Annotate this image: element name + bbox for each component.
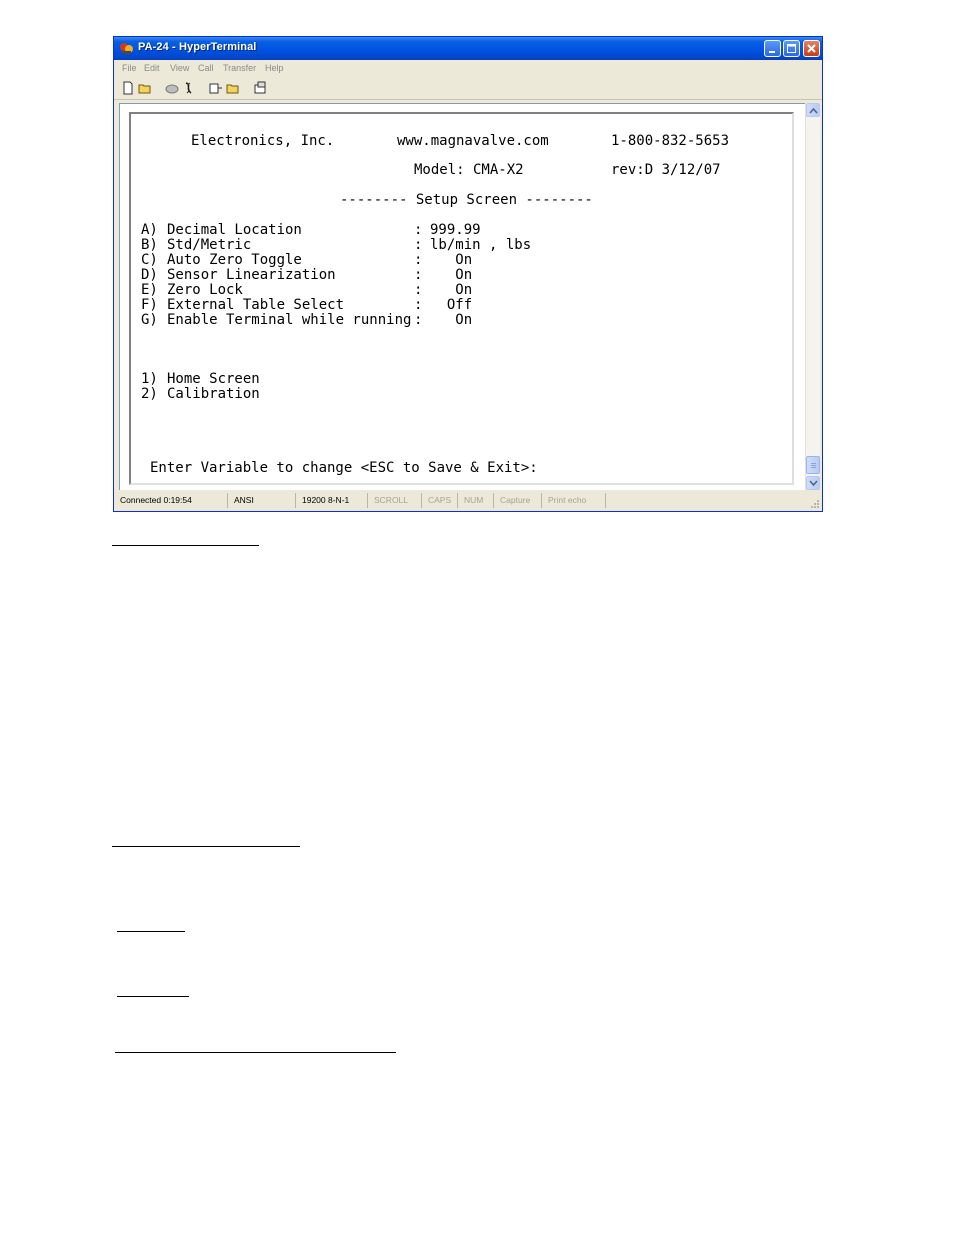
status-print-echo: Print echo <box>544 493 606 508</box>
maximize-icon <box>784 41 799 56</box>
nav-item-home-screen: Home Screen <box>167 371 260 387</box>
heading-underline <box>115 1052 396 1053</box>
status-caps: CAPS <box>424 493 458 508</box>
setting-separator: : <box>414 252 423 268</box>
heading-underline <box>117 996 189 997</box>
setting-label: Std/Metric <box>167 237 252 253</box>
setting-label: Zero Lock <box>167 282 243 298</box>
window-title: PA-24 - HyperTerminal <box>138 41 257 53</box>
minimize-icon <box>765 41 780 56</box>
chevron-down-icon <box>809 480 818 487</box>
status-scroll: SCROLL <box>370 493 422 508</box>
status-num: NUM <box>460 493 494 508</box>
setting-value: On <box>430 267 473 283</box>
menu-bar <box>114 60 822 77</box>
setting-value: On <box>430 312 473 328</box>
scroll-up-button[interactable] <box>806 103 820 117</box>
close-button[interactable] <box>803 40 820 57</box>
setting-value: 999.99 <box>430 222 481 238</box>
nav-key: 1) <box>141 371 158 387</box>
setting-label: Auto Zero Toggle <box>167 252 302 268</box>
scroll-down-button[interactable] <box>806 476 820 490</box>
setting-label: Decimal Location <box>167 222 302 238</box>
menu-view[interactable]: View <box>170 63 190 73</box>
menu-transfer[interactable]: Transfer <box>223 63 257 73</box>
setting-value: On <box>430 282 473 298</box>
heading-underline <box>112 846 300 847</box>
new-document-icon[interactable] <box>121 81 135 95</box>
setting-key: A) <box>141 222 158 238</box>
title-bar[interactable] <box>114 37 822 60</box>
setting-value: lb/min , lbs <box>430 237 532 253</box>
revision-text: rev:D 3/12/07 <box>611 162 721 178</box>
setting-separator: : <box>414 297 423 313</box>
setting-label: Sensor Linearization <box>167 267 336 283</box>
status-bar <box>114 491 822 511</box>
setting-key: C) <box>141 252 158 268</box>
setting-key: B) <box>141 237 158 253</box>
status-emulation: ANSI <box>230 493 296 508</box>
toolbar <box>114 77 822 100</box>
setting-separator: : <box>414 267 423 283</box>
phone-icon[interactable] <box>165 81 179 95</box>
chevron-up-icon <box>809 107 818 114</box>
open-folder-icon[interactable] <box>138 81 152 95</box>
menu-file[interactable]: File <box>122 63 137 73</box>
close-icon <box>804 41 819 56</box>
hyperterminal-window <box>113 36 823 512</box>
setting-separator: : <box>414 222 423 238</box>
setting-label: External Table Select <box>167 297 345 313</box>
resize-grip-icon[interactable] <box>810 499 820 509</box>
setting-separator: : <box>414 282 423 298</box>
header-phone: 1-800-832-5653 <box>611 133 730 149</box>
vertical-scrollbar[interactable] <box>805 103 820 490</box>
terminal-area[interactable] <box>119 103 805 490</box>
setting-separator: : <box>414 237 423 253</box>
status-port: 19200 8-N-1 <box>298 493 368 508</box>
screen-title: -------- Setup Screen -------- <box>340 192 593 208</box>
menu-help[interactable]: Help <box>265 63 284 73</box>
menu-call[interactable]: Call <box>198 63 214 73</box>
receive-icon[interactable] <box>226 81 240 95</box>
maximize-button[interactable] <box>783 40 800 57</box>
setting-separator: : <box>414 312 423 328</box>
nav-item-calibration: Calibration <box>167 386 260 402</box>
scrollbar-thumb[interactable] <box>806 456 820 474</box>
status-connected: Connected 0:19:54 <box>116 493 228 508</box>
status-capture: Capture <box>496 493 542 508</box>
command-prompt: Enter Variable to change <ESC to Save & Exit>: <box>150 460 538 476</box>
setting-value: Off <box>430 297 473 313</box>
heading-underline <box>112 545 259 546</box>
minimize-button[interactable] <box>764 40 781 57</box>
disconnect-icon[interactable] <box>182 81 196 95</box>
setting-key: E) <box>141 282 158 298</box>
send-icon[interactable] <box>209 81 223 95</box>
setting-key: G) <box>141 312 158 328</box>
menu-edit[interactable]: Edit <box>144 63 160 73</box>
header-website: www.magnavalve.com <box>397 133 549 149</box>
properties-icon[interactable] <box>253 81 267 95</box>
header-company: Electronics, Inc. <box>191 133 335 149</box>
setting-value: On <box>430 252 473 268</box>
model-text: Model: CMA-X2 <box>414 162 524 178</box>
setting-label: Enable Terminal while running <box>167 312 412 328</box>
hyperterminal-app-icon <box>119 41 134 55</box>
setting-key: F) <box>141 297 158 313</box>
setting-key: D) <box>141 267 158 283</box>
heading-underline <box>117 931 185 932</box>
nav-key: 2) <box>141 386 158 402</box>
